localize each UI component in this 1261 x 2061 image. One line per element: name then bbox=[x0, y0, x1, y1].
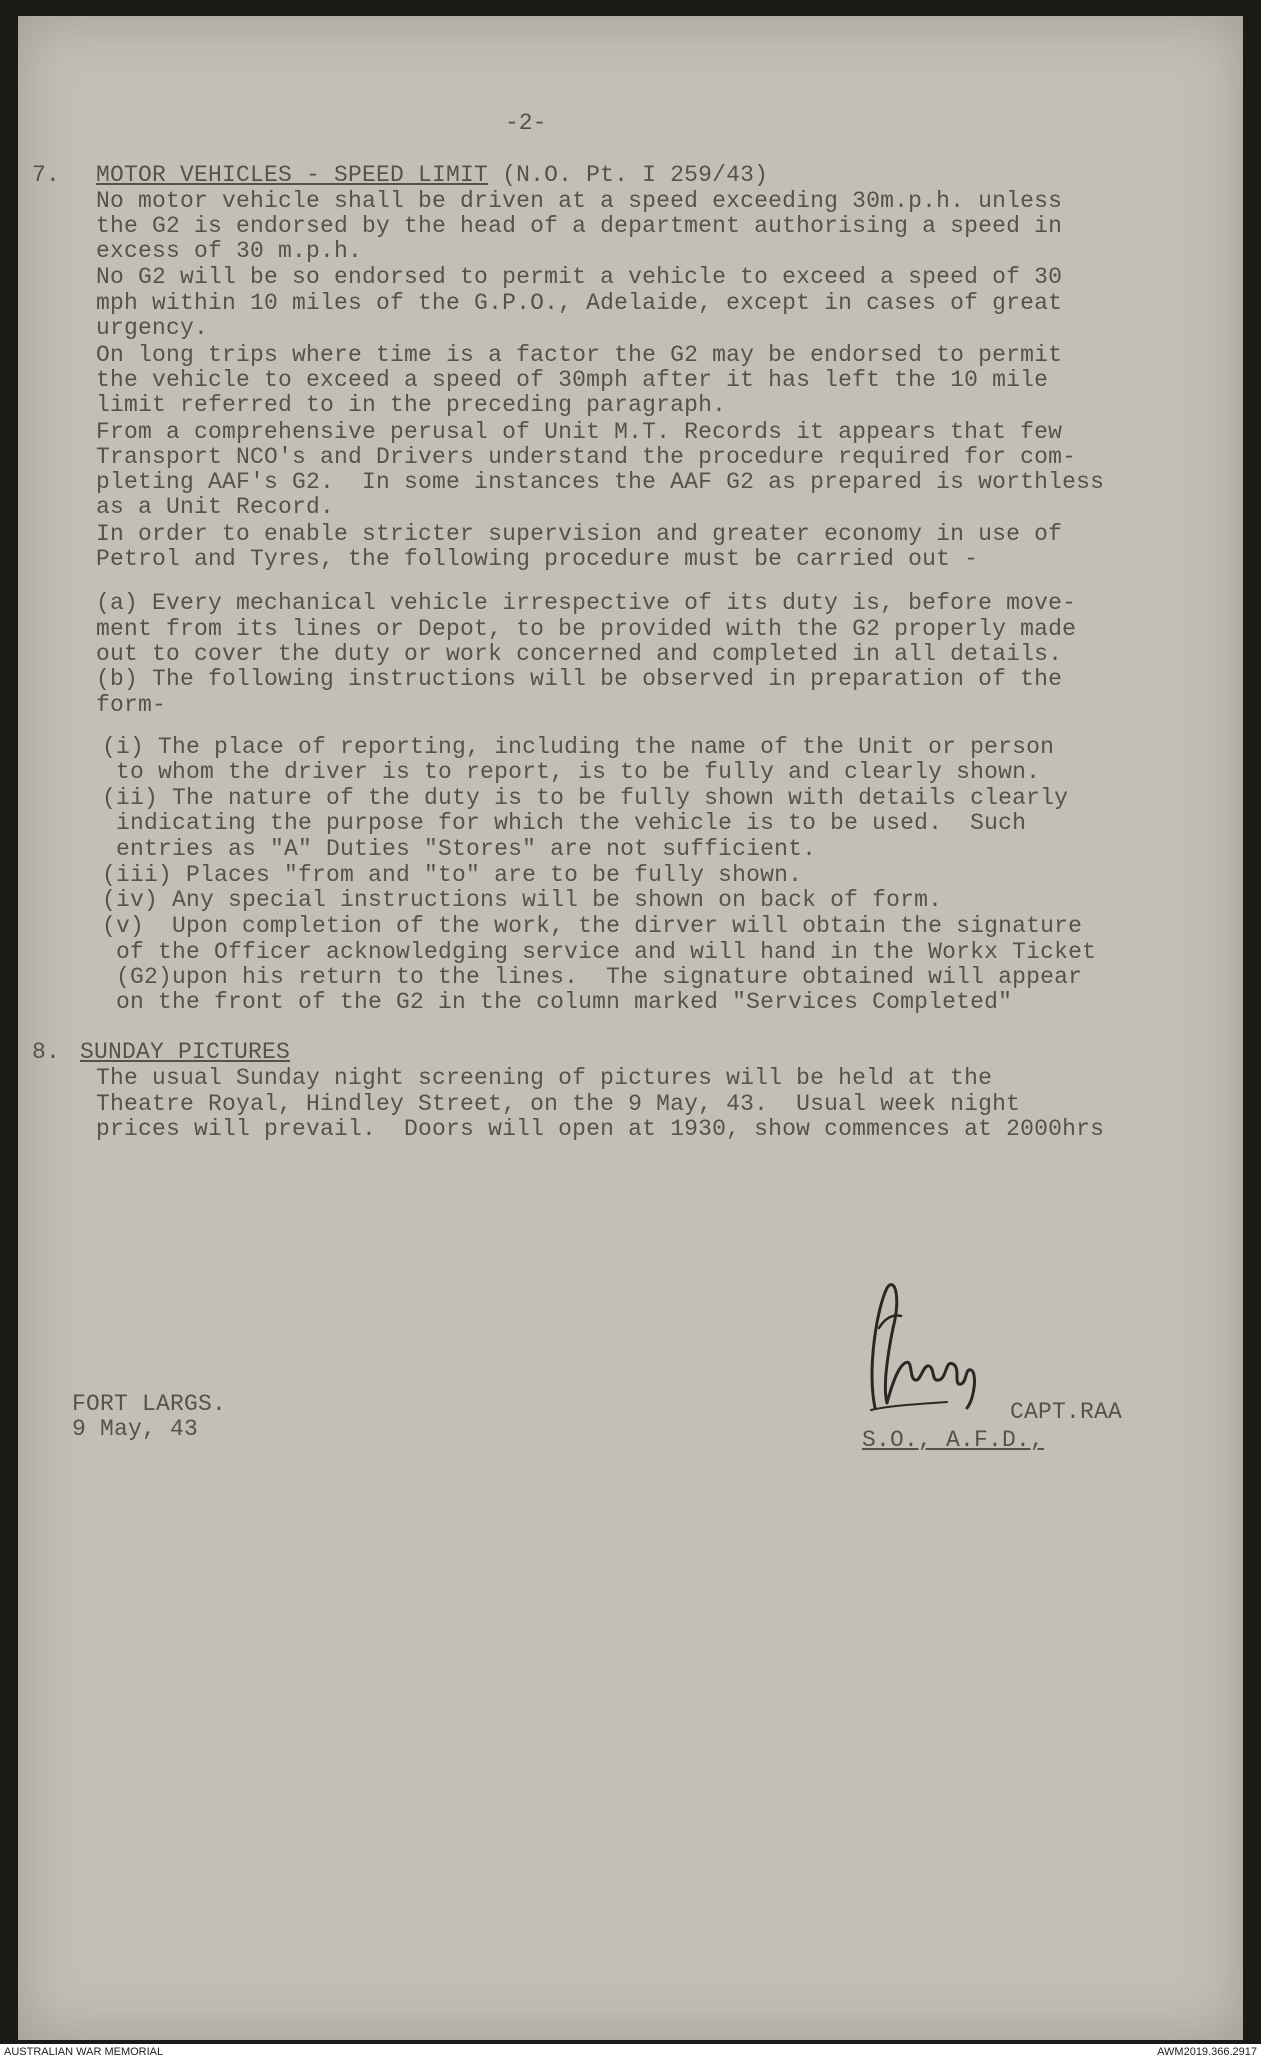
instruction-line: on the front of the G2 in the column marked "Services Completed" bbox=[102, 989, 1013, 1015]
instruction-line: indicating the purpose for which the vehicle is to be used. Such bbox=[102, 810, 1027, 836]
instruction-line: (i) The place of reporting, including the name of the Unit or person bbox=[102, 734, 1055, 760]
section7-line: From a comprehensive perusal of Unit M.T. Records it appears that few bbox=[96, 419, 1063, 445]
section7-line: the G2 is endorsed by the head of a department authorising a speed in bbox=[96, 213, 1063, 239]
archive-name: AUSTRALIAN WAR MEMORIAL bbox=[4, 2046, 164, 2058]
section8-line: prices will prevail. Doors will open at 1930, show commences at 2000hrs bbox=[96, 1116, 1105, 1142]
section7-line: excess of 30 m.p.h. bbox=[96, 238, 363, 264]
instruction-line: (iv) Any special instructions will be shown on back of form. bbox=[102, 887, 943, 913]
section7-line: mph within 10 miles of the G.P.O., Adelaide, except in cases of great bbox=[96, 290, 1063, 316]
section7-heading bbox=[96, 163, 768, 188]
instruction-line: (G2)upon his return to the lines. The signature obtained will appear bbox=[102, 964, 1083, 990]
instruction-line: to whom the driver is to report, is to be fully and clearly shown. bbox=[102, 759, 1041, 785]
place-of-issue: FORT LARGS. bbox=[72, 1391, 227, 1417]
subparagraph-line: out to cover the duty or work concerned and completed in all details. bbox=[96, 641, 1063, 667]
archive-footer-bar bbox=[0, 2044, 1261, 2061]
section7-line: In order to enable stricter supervision and greater economy in use of bbox=[96, 521, 1063, 547]
section7-line: Petrol and Tyres, the following procedure must be carried out - bbox=[96, 546, 979, 572]
section7-line: Transport NCO's and Drivers understand the procedure required for com- bbox=[96, 444, 1077, 470]
section8-line: Theatre Royal, Hindley Street, on the 9 May, 43. Usual week night bbox=[96, 1091, 1021, 1117]
section7-line: pleting AAF's G2. In some instances the AAF G2 as prepared is worthless bbox=[96, 469, 1105, 495]
page-number: -2- bbox=[505, 110, 547, 136]
handwritten-signature bbox=[857, 1268, 987, 1418]
subparagraph-line: (a) Every mechanical vehicle irrespective of its duty is, before move- bbox=[96, 590, 1077, 616]
section7-number: 7. bbox=[32, 162, 61, 188]
section8-line: The usual Sunday night screening of pictures will be held at the bbox=[96, 1065, 993, 1091]
section7-line: On long trips where time is a factor the G2 may be endorsed to permit bbox=[96, 342, 1063, 368]
subparagraph-line: (b) The following instructions will be observed in preparation of the bbox=[96, 666, 1063, 692]
archive-id: AWM2019.366.2917 bbox=[1157, 2046, 1257, 2058]
signatory-rank: CAPT.RAA bbox=[1010, 1399, 1123, 1425]
section7-line: No motor vehicle shall be driven at a speed exceeding 30m.p.h. unless bbox=[96, 188, 1063, 214]
instruction-line: (iii) Places "from and "to" are to be fully shown. bbox=[102, 862, 803, 888]
instruction-line: of the Officer acknowledging service and will hand in the Workx Ticket bbox=[102, 939, 1097, 965]
subparagraph-line: form- bbox=[96, 692, 167, 718]
section7-line: No G2 will be so endorsed to permit a vehicle to exceed a speed of 30 bbox=[96, 264, 1063, 290]
signatory-office: S.O., A.F.D., bbox=[862, 1427, 1045, 1453]
section7-title: MOTOR VEHICLES - SPEED LIMIT bbox=[96, 162, 489, 188]
instruction-line: entries as "A" Duties "Stores" are not sufficient. bbox=[102, 836, 817, 862]
section8-number: 8. bbox=[32, 1039, 61, 1065]
instruction-line: (ii) The nature of the duty is to be fully shown with details clearly bbox=[102, 785, 1069, 811]
instruction-line: (v) Upon completion of the work, the dirver will obtain the signature bbox=[102, 913, 1083, 939]
section7-line: the vehicle to exceed a speed of 30mph after it has left the 10 mile bbox=[96, 367, 1049, 393]
subparagraph-line: ment from its lines or Depot, to be provided with the G2 properly made bbox=[96, 616, 1077, 642]
section7-line: limit referred to in the preceding paragraph. bbox=[96, 392, 727, 418]
section7-ref: (N.O. Pt. I 259/43) bbox=[488, 162, 769, 188]
date-of-issue: 9 May, 43 bbox=[72, 1416, 199, 1442]
section7-line: urgency. bbox=[96, 315, 209, 341]
section8-title: SUNDAY PICTURES bbox=[80, 1039, 291, 1065]
section7-line: as a Unit Record. bbox=[96, 494, 335, 520]
